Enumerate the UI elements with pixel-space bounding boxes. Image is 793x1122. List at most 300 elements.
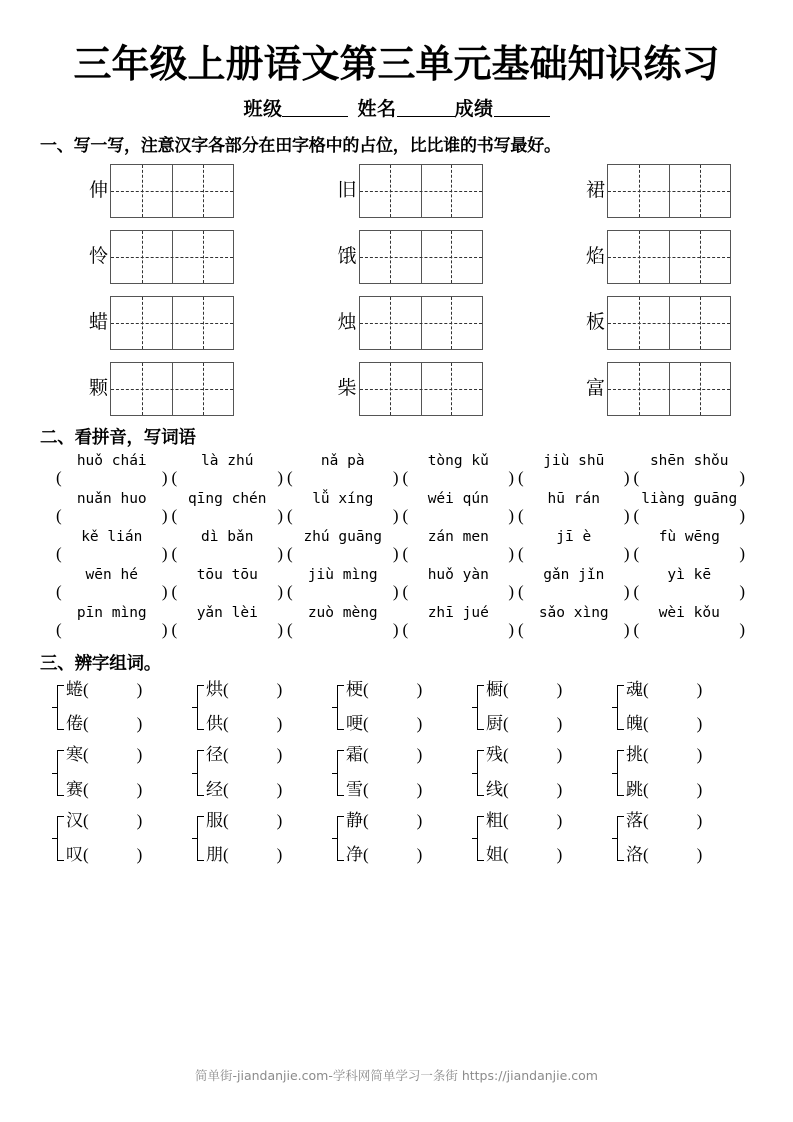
paren-open: ( xyxy=(287,543,293,563)
left-bracket-icon xyxy=(192,812,205,865)
bianzi-item xyxy=(66,715,142,734)
paren-close: ) xyxy=(696,745,703,765)
tianzige-box[interactable] xyxy=(110,230,234,284)
paren-close: ) xyxy=(416,810,423,830)
bianzi-group xyxy=(332,812,472,865)
bianzi-char: 服 xyxy=(206,810,223,830)
bianzi-char: 经 xyxy=(206,779,223,799)
paren-close: ) xyxy=(556,745,563,765)
bianzi-item xyxy=(486,846,562,865)
paren-open: ( xyxy=(518,467,524,487)
answer-paren-row xyxy=(40,506,753,526)
paren-close: ) xyxy=(392,467,399,487)
bianzi-item xyxy=(66,746,142,765)
paren-open: ( xyxy=(643,679,649,699)
paren-open: ( xyxy=(643,745,649,765)
pinyin-row xyxy=(40,529,753,545)
bianzi-char: 净 xyxy=(346,845,363,865)
paren-close: ) xyxy=(623,467,630,487)
bianzi-item xyxy=(346,781,422,800)
paren-open: ( xyxy=(56,581,62,601)
pinyin-label: yǎn lèi xyxy=(196,604,258,621)
practice-char: 饿 xyxy=(337,246,357,268)
tianzige-box[interactable] xyxy=(359,164,483,218)
paren-open: ( xyxy=(223,714,229,734)
paren-close: ) xyxy=(392,581,399,601)
paren-close: ) xyxy=(623,581,630,601)
paren-open: ( xyxy=(402,581,409,601)
paren-close: ) xyxy=(136,810,143,830)
tianzige-box[interactable] xyxy=(607,230,731,284)
answer-blank[interactable] xyxy=(401,544,517,564)
answer-blank[interactable] xyxy=(632,620,748,640)
answer-paren-row xyxy=(40,582,753,602)
pinyin-label: huǒ chái xyxy=(76,452,147,469)
bianzi-char: 倦 xyxy=(66,714,83,734)
pinyin-writing-area xyxy=(40,453,753,640)
section-3-heading: 三、辨字组词。 xyxy=(40,653,162,674)
bianzi-zuci-area xyxy=(40,681,753,865)
paren-close: ) xyxy=(392,505,399,525)
answer-blank[interactable] xyxy=(54,620,170,640)
paren-open: ( xyxy=(223,745,229,765)
paren-close: ) xyxy=(556,679,563,699)
pinyin-label: tòng kǔ xyxy=(427,452,489,469)
pinyin-label: jī è xyxy=(556,528,592,545)
bianzi-item xyxy=(626,746,702,765)
tianzige-column-1 xyxy=(82,164,234,416)
answer-blank[interactable] xyxy=(632,506,748,526)
bianzi-group xyxy=(612,812,752,865)
paren-open: ( xyxy=(83,779,89,799)
paren-close: ) xyxy=(739,505,745,525)
paren-close: ) xyxy=(416,745,423,765)
paren-close: ) xyxy=(696,845,703,865)
paren-open: ( xyxy=(402,505,409,525)
paren-close: ) xyxy=(161,467,168,487)
paren-open: ( xyxy=(363,845,369,865)
paren-open: ( xyxy=(503,714,509,734)
bianzi-item xyxy=(346,846,422,865)
paren-close: ) xyxy=(276,845,283,865)
paren-open: ( xyxy=(56,619,62,639)
answer-blank[interactable] xyxy=(632,544,748,564)
pinyin-row xyxy=(40,491,753,507)
tianzige-column-2 xyxy=(331,164,483,416)
answer-blank[interactable] xyxy=(170,582,286,602)
bianzi-char: 烘 xyxy=(206,679,223,699)
paren-close: ) xyxy=(161,543,168,563)
answer-blank[interactable] xyxy=(54,506,170,526)
bianzi-item xyxy=(486,746,562,765)
answer-blank[interactable] xyxy=(285,620,401,640)
answer-blank[interactable] xyxy=(401,468,517,488)
answer-blank[interactable] xyxy=(401,582,517,602)
paren-open: ( xyxy=(643,845,649,865)
paren-open: ( xyxy=(287,619,293,639)
name-field-blank[interactable] xyxy=(397,98,455,117)
bianzi-char: 橱 xyxy=(486,679,503,699)
tianzige-box[interactable] xyxy=(110,362,234,416)
answer-blank[interactable] xyxy=(54,544,170,564)
footer-watermark: 简单街-jiandanjie.com-学科网简单学习一条街 https://jiandanjie.com xyxy=(194,1068,598,1083)
answer-blank[interactable] xyxy=(54,468,170,488)
pinyin-label: zhī jué xyxy=(427,604,489,621)
pinyin-label: sǎo xìng xyxy=(538,604,609,621)
bianzi-item xyxy=(486,681,562,700)
bianzi-group xyxy=(612,681,752,734)
tianzige-row xyxy=(579,362,731,416)
paren-open: ( xyxy=(402,619,409,639)
answer-paren-row xyxy=(40,620,753,640)
bianzi-char: 静 xyxy=(346,810,363,830)
bianzi-char: 寒 xyxy=(66,745,83,765)
practice-char: 裙 xyxy=(585,180,605,202)
bianzi-item xyxy=(66,846,142,865)
left-bracket-icon xyxy=(332,681,345,734)
bianzi-item xyxy=(346,812,422,831)
bianzi-char: 霜 xyxy=(346,745,363,765)
paren-open: ( xyxy=(503,745,509,765)
tianzige-box[interactable] xyxy=(607,362,731,416)
pinyin-label: kě lián xyxy=(81,528,143,545)
practice-char: 蜡 xyxy=(88,312,108,334)
bianzi-item xyxy=(346,715,422,734)
bianzi-group xyxy=(192,812,332,865)
bianzi-item xyxy=(626,781,702,800)
bianzi-item xyxy=(66,681,142,700)
tianzige-row xyxy=(331,296,483,350)
paren-close: ) xyxy=(276,779,283,799)
tianzige-row xyxy=(331,362,483,416)
left-bracket-icon xyxy=(192,746,205,799)
pinyin-label: jiù shū xyxy=(543,452,605,469)
paren-close: ) xyxy=(416,679,423,699)
pinyin-label: hū rán xyxy=(547,490,600,507)
bianzi-char: 魄 xyxy=(626,714,643,734)
pinyin-label: wèi kǒu xyxy=(658,604,720,621)
answer-blank[interactable] xyxy=(285,582,401,602)
practice-char: 柴 xyxy=(337,378,357,400)
bianzi-item xyxy=(626,715,702,734)
paren-close: ) xyxy=(556,810,563,830)
paren-close: ) xyxy=(277,581,283,601)
paren-close: ) xyxy=(508,581,514,601)
bianzi-char: 跳 xyxy=(626,779,643,799)
bianzi-item xyxy=(346,746,422,765)
bianzi-char: 梗 xyxy=(346,679,363,699)
answer-blank[interactable] xyxy=(285,544,401,564)
class-field-label: 班级 xyxy=(243,98,283,120)
pinyin-label: nuǎn huo xyxy=(76,490,147,507)
paren-close: ) xyxy=(277,619,283,639)
paren-open: ( xyxy=(287,467,293,487)
bianzi-row xyxy=(52,681,753,734)
paren-open: ( xyxy=(56,505,62,525)
answer-blank[interactable] xyxy=(632,468,748,488)
paren-close: ) xyxy=(696,779,703,799)
practice-char: 富 xyxy=(585,378,605,400)
bianzi-item xyxy=(206,746,282,765)
answer-blank[interactable] xyxy=(285,468,401,488)
tianzige-box[interactable] xyxy=(607,164,731,218)
name-field-label: 姓名 xyxy=(357,98,397,120)
paren-open: ( xyxy=(223,810,229,830)
bianzi-char: 残 xyxy=(486,745,503,765)
paren-open: ( xyxy=(56,467,62,487)
pinyin-label: pīn mìng xyxy=(76,604,147,621)
tianzige-row xyxy=(82,362,234,416)
paren-close: ) xyxy=(136,845,143,865)
paren-close: ) xyxy=(161,619,168,639)
bianzi-group xyxy=(332,746,472,799)
bianzi-group xyxy=(52,812,192,865)
answer-blank[interactable] xyxy=(516,582,632,602)
bianzi-item xyxy=(346,681,422,700)
bianzi-group xyxy=(52,746,192,799)
tianzige-row xyxy=(579,164,731,218)
bianzi-char: 蜷 xyxy=(66,679,83,699)
paren-close: ) xyxy=(416,714,423,734)
answer-blank[interactable] xyxy=(516,620,632,640)
bianzi-char: 魂 xyxy=(626,679,643,699)
paren-open: ( xyxy=(518,619,524,639)
pinyin-label: liàng guāng xyxy=(641,490,738,507)
bianzi-char: 叹 xyxy=(66,845,83,865)
paren-close: ) xyxy=(136,714,143,734)
paren-open: ( xyxy=(633,619,640,639)
paren-open: ( xyxy=(402,467,409,487)
answer-blank[interactable] xyxy=(170,506,286,526)
paren-open: ( xyxy=(171,467,178,487)
tianzige-box[interactable] xyxy=(359,230,483,284)
pinyin-label: zhú guāng xyxy=(303,528,383,545)
practice-char: 怜 xyxy=(88,246,108,268)
answer-blank[interactable] xyxy=(516,544,632,564)
tianzige-row xyxy=(82,230,234,284)
tianzige-box[interactable] xyxy=(607,296,731,350)
answer-paren-row xyxy=(40,468,753,488)
paren-close: ) xyxy=(508,543,514,563)
bianzi-char: 线 xyxy=(486,779,503,799)
bianzi-group xyxy=(472,746,612,799)
pinyin-label: zuò mèng xyxy=(307,604,378,621)
tianzige-row xyxy=(579,230,731,284)
answer-blank[interactable] xyxy=(516,506,632,526)
paren-close: ) xyxy=(739,581,745,601)
paren-open: ( xyxy=(643,714,649,734)
paren-open: ( xyxy=(633,543,640,563)
paren-close: ) xyxy=(556,714,563,734)
bianzi-item xyxy=(486,781,562,800)
bianzi-item xyxy=(486,812,562,831)
answer-blank[interactable] xyxy=(285,506,401,526)
bianzi-char: 雪 xyxy=(346,779,363,799)
paren-open: ( xyxy=(518,581,524,601)
paren-open: ( xyxy=(402,543,409,563)
paren-close: ) xyxy=(161,581,168,601)
answer-blank[interactable] xyxy=(401,620,517,640)
paren-close: ) xyxy=(416,779,423,799)
pinyin-label: zán men xyxy=(427,528,489,545)
paren-open: ( xyxy=(633,467,640,487)
practice-char: 颗 xyxy=(88,378,108,400)
bianzi-group xyxy=(332,681,472,734)
paren-open: ( xyxy=(633,505,640,525)
paren-open: ( xyxy=(503,779,509,799)
bianzi-item xyxy=(206,715,282,734)
paren-close: ) xyxy=(276,679,283,699)
tianzige-row xyxy=(579,296,731,350)
tianzige-box[interactable] xyxy=(110,164,234,218)
practice-char: 焰 xyxy=(585,246,605,268)
bianzi-group xyxy=(52,681,192,734)
paren-close: ) xyxy=(276,745,283,765)
tianzige-box[interactable] xyxy=(359,296,483,350)
paren-close: ) xyxy=(276,714,283,734)
section-1-heading: 一、写一写，注意汉字各部分在田字格中的占位，比比谁的书写最好。 xyxy=(40,135,561,156)
answer-paren-row xyxy=(40,544,753,564)
left-bracket-icon xyxy=(52,746,65,799)
tianzige-column-3 xyxy=(579,164,731,416)
paren-close: ) xyxy=(508,619,514,639)
score-field-blank[interactable] xyxy=(494,98,550,117)
paren-close: ) xyxy=(623,505,630,525)
paren-close: ) xyxy=(739,619,745,639)
pinyin-label: qīng chén xyxy=(187,490,267,507)
bianzi-row xyxy=(52,812,753,865)
paren-open: ( xyxy=(83,714,89,734)
bianzi-item xyxy=(206,812,282,831)
pinyin-label: yì kē xyxy=(667,566,712,583)
paren-open: ( xyxy=(503,810,509,830)
answer-blank[interactable] xyxy=(54,582,170,602)
answer-blank[interactable] xyxy=(170,544,286,564)
paren-open: ( xyxy=(287,581,293,601)
paren-open: ( xyxy=(223,845,229,865)
paren-open: ( xyxy=(503,679,509,699)
bianzi-group xyxy=(192,746,332,799)
score-field-label: 成绩 xyxy=(454,98,494,120)
section-2-heading: 二、看拼音，写词语 xyxy=(40,427,196,448)
left-bracket-icon xyxy=(192,681,205,734)
pinyin-label: là zhú xyxy=(201,452,254,469)
bianzi-group xyxy=(472,681,612,734)
paren-open: ( xyxy=(56,543,62,563)
page-title: 三年级上册语文第三单元基础知识练习 xyxy=(73,42,720,86)
bianzi-group xyxy=(192,681,332,734)
bianzi-row xyxy=(52,746,753,799)
tianzige-row xyxy=(331,230,483,284)
paren-close: ) xyxy=(696,810,703,830)
left-bracket-icon xyxy=(332,812,345,865)
student-info-line xyxy=(40,94,753,121)
bianzi-item xyxy=(626,812,702,831)
paren-open: ( xyxy=(363,714,369,734)
bianzi-item xyxy=(626,846,702,865)
paren-close: ) xyxy=(623,619,630,639)
pinyin-label: jiù mìng xyxy=(307,566,378,583)
answer-blank[interactable] xyxy=(170,468,286,488)
paren-open: ( xyxy=(171,505,178,525)
tianzige-practice-area xyxy=(40,164,753,416)
paren-close: ) xyxy=(161,505,168,525)
left-bracket-icon xyxy=(472,746,485,799)
paren-open: ( xyxy=(223,779,229,799)
left-bracket-icon xyxy=(612,812,625,865)
paren-open: ( xyxy=(83,679,89,699)
answer-blank[interactable] xyxy=(516,468,632,488)
bianzi-char: 厨 xyxy=(486,714,503,734)
bianzi-item xyxy=(626,681,702,700)
class-field-blank[interactable] xyxy=(282,98,348,117)
paren-close: ) xyxy=(739,467,745,487)
practice-char: 板 xyxy=(585,312,605,334)
paren-close: ) xyxy=(556,845,563,865)
paren-open: ( xyxy=(171,581,178,601)
pinyin-label: lǚ xíng xyxy=(312,490,374,507)
paren-close: ) xyxy=(696,714,703,734)
paren-open: ( xyxy=(643,779,649,799)
pinyin-row xyxy=(40,567,753,583)
tianzige-row xyxy=(82,296,234,350)
paren-close: ) xyxy=(277,505,283,525)
bianzi-item xyxy=(66,781,142,800)
bianzi-item xyxy=(206,846,282,865)
paren-open: ( xyxy=(83,810,89,830)
paren-open: ( xyxy=(503,845,509,865)
pinyin-label: dì bǎn xyxy=(201,528,254,545)
paren-close: ) xyxy=(277,467,283,487)
bianzi-item xyxy=(486,715,562,734)
practice-char: 烛 xyxy=(337,312,357,334)
answer-blank[interactable] xyxy=(632,582,748,602)
bianzi-char: 朋 xyxy=(206,845,223,865)
left-bracket-icon xyxy=(52,812,65,865)
pinyin-label: fù wēng xyxy=(658,528,720,545)
paren-close: ) xyxy=(276,810,283,830)
tianzige-box[interactable] xyxy=(359,362,483,416)
bianzi-char: 汉 xyxy=(66,810,83,830)
pinyin-row xyxy=(40,605,753,621)
answer-blank[interactable] xyxy=(401,506,517,526)
paren-close: ) xyxy=(392,619,399,639)
answer-blank[interactable] xyxy=(170,620,286,640)
left-bracket-icon xyxy=(612,746,625,799)
tianzige-box[interactable] xyxy=(110,296,234,350)
pinyin-label: wéi qún xyxy=(427,490,489,507)
paren-open: ( xyxy=(363,679,369,699)
paren-close: ) xyxy=(416,845,423,865)
paren-open: ( xyxy=(363,779,369,799)
bianzi-group xyxy=(612,746,752,799)
left-bracket-icon xyxy=(332,746,345,799)
paren-open: ( xyxy=(363,810,369,830)
paren-close: ) xyxy=(623,543,630,563)
pinyin-label: gǎn jǐn xyxy=(543,566,605,583)
practice-char: 伸 xyxy=(88,180,108,202)
tianzige-row xyxy=(82,164,234,218)
paren-close: ) xyxy=(277,543,283,563)
bianzi-char: 落 xyxy=(626,810,643,830)
bianzi-char: 洛 xyxy=(626,845,643,865)
paren-close: ) xyxy=(136,745,143,765)
left-bracket-icon xyxy=(472,812,485,865)
left-bracket-icon xyxy=(612,681,625,734)
paren-open: ( xyxy=(363,745,369,765)
pinyin-label: huǒ yàn xyxy=(427,566,489,583)
left-bracket-icon xyxy=(52,681,65,734)
